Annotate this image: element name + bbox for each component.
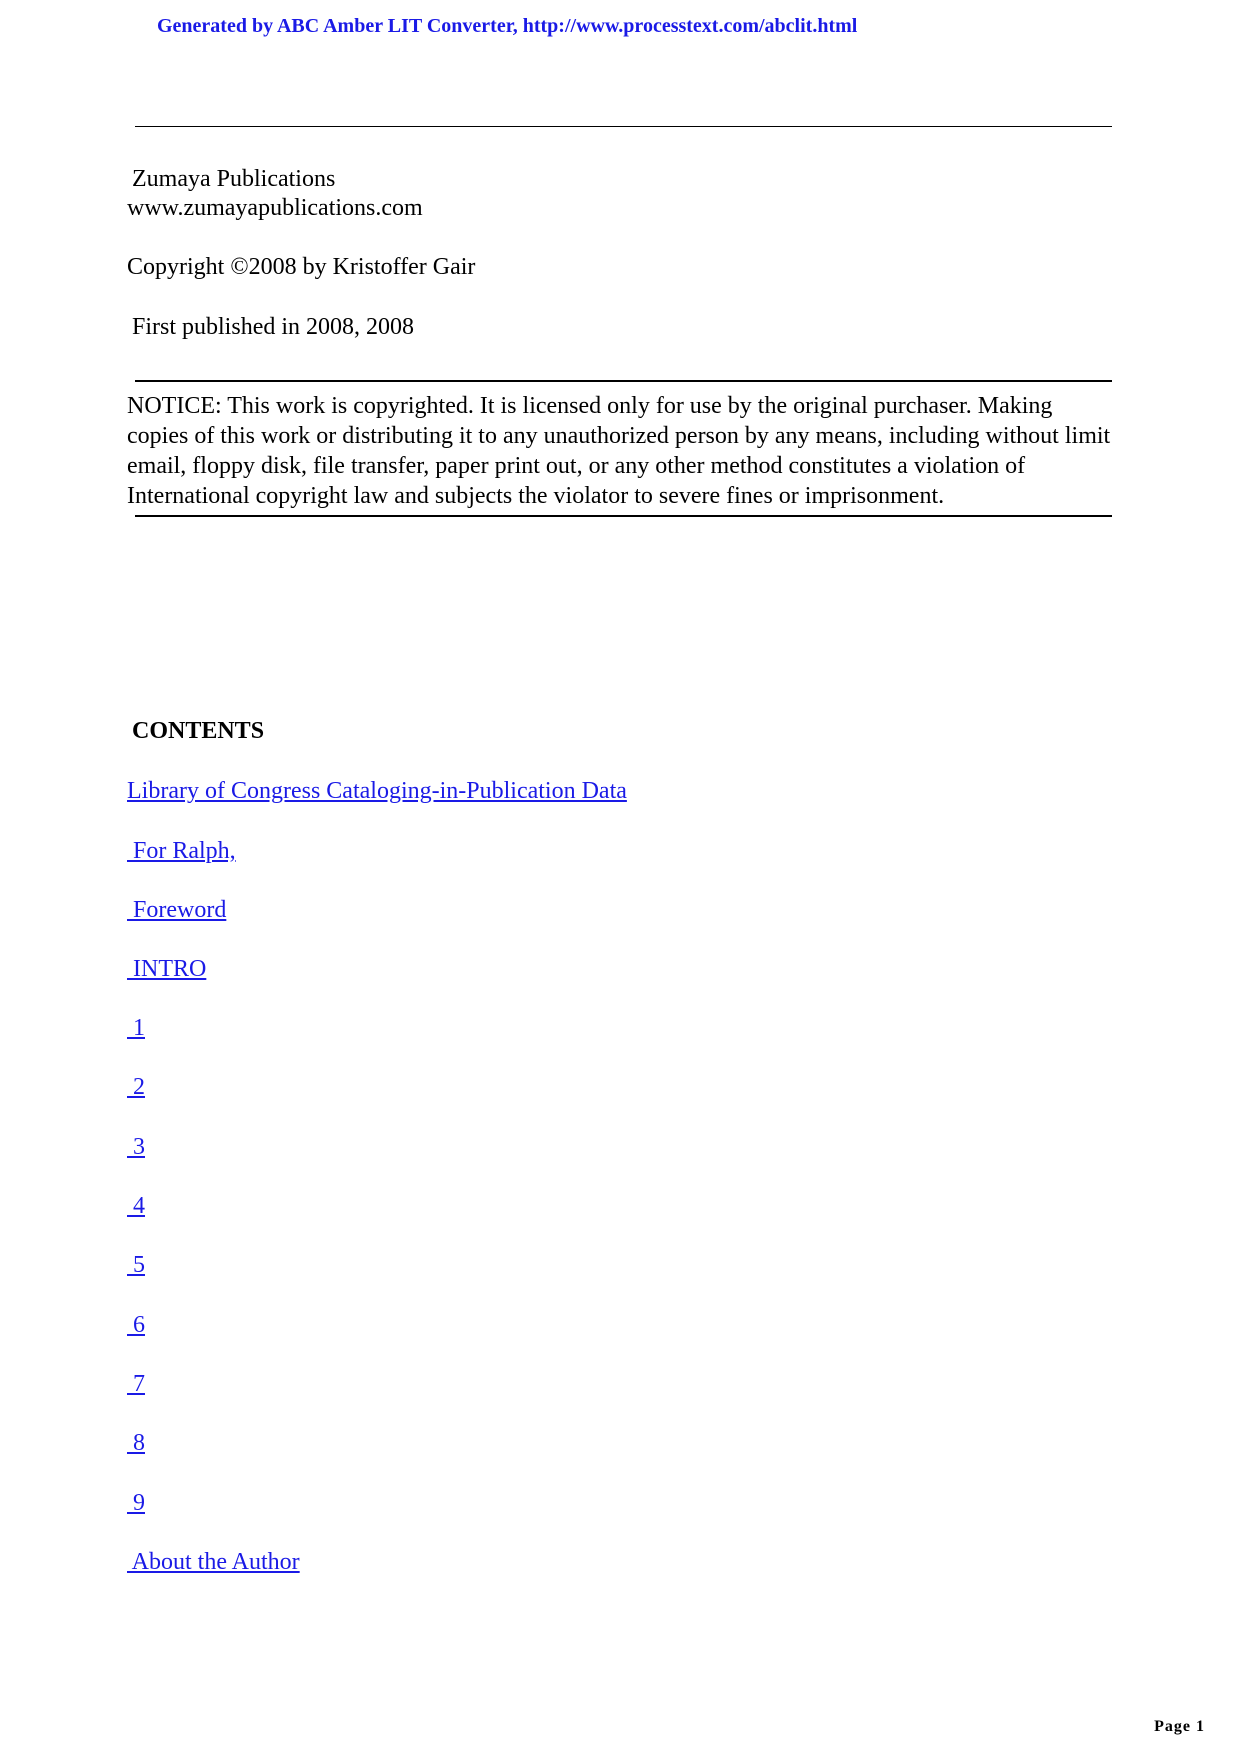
toc-link-chapter-1[interactable]: 1	[127, 1015, 145, 1041]
toc-link-about-author[interactable]: About the Author	[127, 1549, 300, 1575]
toc-link-chapter-4[interactable]: 4	[127, 1193, 145, 1219]
toc-link-chapter-9[interactable]: 9	[127, 1490, 145, 1516]
page-number: Page 1	[1154, 1718, 1205, 1735]
toc-link-chapter-8[interactable]: 8	[127, 1430, 145, 1456]
copyright-line: Copyright ©2008 by Kristoffer Gair	[127, 254, 476, 280]
notice-top-divider	[135, 380, 1112, 382]
first-published-line: First published in 2008, 2008	[132, 314, 415, 340]
copyright-notice: NOTICE: This work is copyrighted. It is licensed only for use by the original purchaser. Making copies of this work or distributing it to any unauthorized person by any means, including without limit email, floppy disk, file transfer, paper print out, or any other method constitutes a violation of International copyright law and subjects the violator to severe fines or imprisonment.	[127, 393, 1111, 509]
toc-link-chapter-3[interactable]: 3	[127, 1134, 145, 1160]
notice-bottom-divider	[135, 515, 1112, 517]
contents-heading: CONTENTS	[132, 718, 265, 744]
top-divider	[135, 126, 1112, 127]
toc-link-dedication[interactable]: For Ralph,	[127, 838, 236, 864]
toc-link-cataloging-data[interactable]: Library of Congress Cataloging-in-Publication Data	[127, 778, 627, 804]
publisher-name: Zumaya Publications	[132, 166, 336, 192]
publisher-website: www.zumayapublications.com	[127, 195, 423, 221]
toc-link-chapter-5[interactable]: 5	[127, 1252, 145, 1278]
toc-link-chapter-2[interactable]: 2	[127, 1074, 145, 1100]
converter-banner: Generated by ABC Amber LIT Converter, http://www.processtext.com/abclit.html	[157, 15, 858, 37]
toc-link-chapter-6[interactable]: 6	[127, 1312, 145, 1338]
toc-link-chapter-7[interactable]: 7	[127, 1371, 145, 1397]
toc-link-intro[interactable]: INTRO	[127, 956, 207, 982]
toc-link-foreword[interactable]: Foreword	[127, 897, 227, 923]
